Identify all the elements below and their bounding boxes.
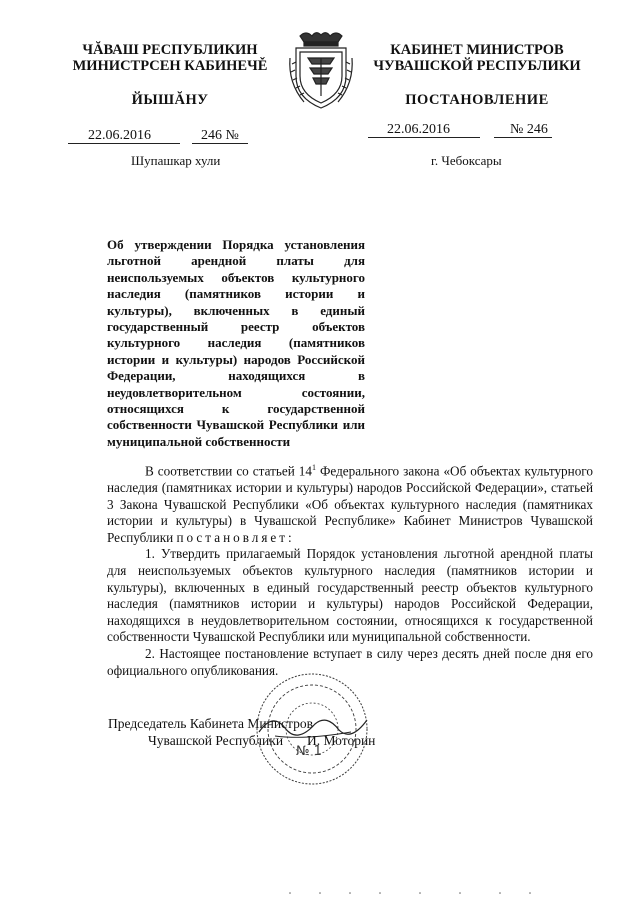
left-date: 22.06.2016 [88,128,151,143]
emblem-icon [286,28,356,114]
intro-superscript: 1 [311,463,316,472]
left-number-underline [192,143,248,144]
stamp-number: № 1 [296,744,322,759]
scan-artifact [280,883,540,889]
right-date-underline [368,137,480,138]
document-body [107,460,593,679]
header-left-line1: ЧĂВАШ РЕСПУБЛИКИН [82,42,258,58]
left-date-underline [68,143,180,144]
signature-position-line1: Председатель Кабинета Министров [108,716,313,731]
left-number: 246 № [201,128,239,143]
left-city: Шупашкар хули [131,153,221,168]
right-number-underline [494,137,552,138]
document-title: Об утверждении Порядка установления льготной арендной платы для неиспользуемых объектов культурного наследия (памятников истории и культуры), включенных в единый государственный реестр объектов культурного наследия (памятников истории и культуры) народов Российской Федерации, находящихся в неудовлетворительном состоянии, относящихся к государственной собственности Чувашской Республики или муниципальной собственности [107,237,365,449]
official-stamp-icon [255,672,370,787]
right-city: г. Чебоксары [431,153,502,168]
header-left-org [60,42,280,74]
header-right-line1: КАБИНЕТ МИНИСТРОВ [390,42,564,58]
intro-text-end: Федерального закона «Об объектах культурного наследия (памятниках истории и культуры) народов Российской Федерации», статьей 3 Закона Чувашской Республики «Об объектах культурного наследия (памятниках истории и культуры) в Чувашской Республике» Кабинет Министров Чувашской Республики [107,463,593,545]
item-2: 2. Настоящее постановление вступает в силу через десять дней после дня его официального опубликования. [107,645,593,678]
signature-name: И. Моторин [307,733,376,748]
header-left-doc-type: ЙЫШĂНУ [131,92,209,108]
signature-position-line2: Чувашской Республики [148,733,284,748]
item-1: 1. Утвердить прилагаемый Порядок установления льготной арендной платы для неиспользуемых объектов культурного наследия (памятников истории и культуры), включенных в единый государственный реестр объектов культурного наследия (памятников истории и культуры) народов Российской Федерации, находящихся в неудовлетворительном состоянии, относящихся к государственной собственности Чувашской Республики или муниципальной собственности. [107,546,593,645]
intro-paragraph [107,460,593,546]
intro-text-start: В соответствии со статьей 14 [145,463,312,479]
resolves-word: постановляет: [176,529,295,545]
header-right-line2: ЧУВАШСКОЙ РЕСПУБЛИКИ [373,58,581,74]
right-number: № 246 [510,122,548,137]
header-left-line2: МИНИСТРСЕН КАБИНЕЧĚ [72,58,268,74]
header-right-org [362,42,592,74]
header-right-doc-type: ПОСТАНОВЛЕНИЕ [405,92,549,108]
right-date: 22.06.2016 [387,122,450,137]
